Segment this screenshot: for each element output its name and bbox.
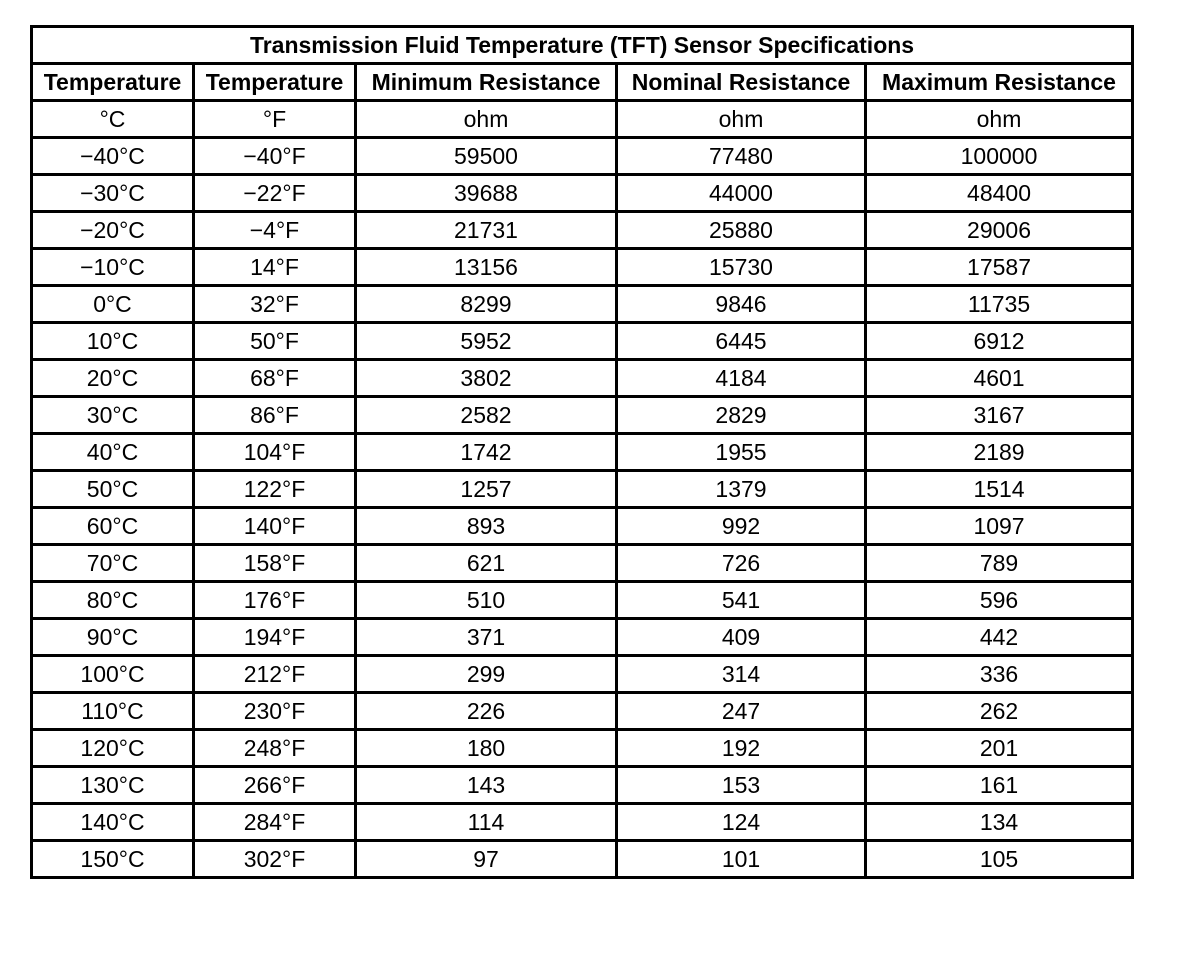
- temp-f-cell: 194°F: [194, 619, 356, 656]
- temp-c-cell: −20°C: [32, 212, 194, 249]
- temp-f-cell: −22°F: [194, 175, 356, 212]
- temp-f-cell: 86°F: [194, 397, 356, 434]
- units-row: [32, 101, 1133, 138]
- min-resistance-cell: 299: [356, 656, 617, 693]
- min-resistance-cell: 97: [356, 841, 617, 878]
- nominal-resistance-cell: 101: [617, 841, 866, 878]
- temp-f-cell: −4°F: [194, 212, 356, 249]
- temp-c-cell: 100°C: [32, 656, 194, 693]
- max-resistance-cell: 442: [866, 619, 1133, 656]
- min-resistance-cell: 114: [356, 804, 617, 841]
- max-resistance-cell: 2189: [866, 434, 1133, 471]
- unit-nominal-ohm: ohm: [617, 101, 866, 138]
- temp-f-cell: 176°F: [194, 582, 356, 619]
- nominal-resistance-cell: 314: [617, 656, 866, 693]
- nominal-resistance-cell: 409: [617, 619, 866, 656]
- min-resistance-cell: 1742: [356, 434, 617, 471]
- temp-c-cell: 20°C: [32, 360, 194, 397]
- unit-max-ohm: ohm: [866, 101, 1133, 138]
- temp-c-cell: −30°C: [32, 175, 194, 212]
- table-row: [32, 656, 1133, 693]
- max-resistance-cell: 1514: [866, 471, 1133, 508]
- temp-c-cell: 10°C: [32, 323, 194, 360]
- table-row: [32, 619, 1133, 656]
- max-resistance-cell: 48400: [866, 175, 1133, 212]
- temp-c-cell: 50°C: [32, 471, 194, 508]
- table-row: [32, 212, 1133, 249]
- max-resistance-cell: 11735: [866, 286, 1133, 323]
- temp-f-cell: 122°F: [194, 471, 356, 508]
- temp-c-cell: 130°C: [32, 767, 194, 804]
- header-temperature-c: Temperature: [32, 64, 194, 101]
- temp-c-cell: 150°C: [32, 841, 194, 878]
- header-row: [32, 64, 1133, 101]
- nominal-resistance-cell: 44000: [617, 175, 866, 212]
- nominal-resistance-cell: 992: [617, 508, 866, 545]
- max-resistance-cell: 789: [866, 545, 1133, 582]
- temp-c-cell: 40°C: [32, 434, 194, 471]
- table-row: [32, 545, 1133, 582]
- temp-c-cell: 80°C: [32, 582, 194, 619]
- nominal-resistance-cell: 726: [617, 545, 866, 582]
- nominal-resistance-cell: 15730: [617, 249, 866, 286]
- min-resistance-cell: 1257: [356, 471, 617, 508]
- table-row: [32, 360, 1133, 397]
- temp-c-cell: 120°C: [32, 730, 194, 767]
- nominal-resistance-cell: 4184: [617, 360, 866, 397]
- table-row: [32, 582, 1133, 619]
- min-resistance-cell: 5952: [356, 323, 617, 360]
- nominal-resistance-cell: 6445: [617, 323, 866, 360]
- temp-c-cell: 140°C: [32, 804, 194, 841]
- max-resistance-cell: 105: [866, 841, 1133, 878]
- temp-c-cell: 0°C: [32, 286, 194, 323]
- unit-celsius: °C: [32, 101, 194, 138]
- min-resistance-cell: 21731: [356, 212, 617, 249]
- temp-f-cell: 284°F: [194, 804, 356, 841]
- table-row: [32, 471, 1133, 508]
- temp-c-cell: 90°C: [32, 619, 194, 656]
- temp-f-cell: 248°F: [194, 730, 356, 767]
- temp-c-cell: −10°C: [32, 249, 194, 286]
- min-resistance-cell: 13156: [356, 249, 617, 286]
- temp-c-cell: 110°C: [32, 693, 194, 730]
- temp-f-cell: 50°F: [194, 323, 356, 360]
- temp-f-cell: −40°F: [194, 138, 356, 175]
- tft-spec-table: [30, 25, 1134, 879]
- table-row: [32, 508, 1133, 545]
- table-row: [32, 323, 1133, 360]
- temp-f-cell: 302°F: [194, 841, 356, 878]
- table-row: [32, 767, 1133, 804]
- table-row: [32, 249, 1133, 286]
- header-minimum-resistance: Minimum Resistance: [356, 64, 617, 101]
- nominal-resistance-cell: 9846: [617, 286, 866, 323]
- nominal-resistance-cell: 153: [617, 767, 866, 804]
- table-body: [32, 27, 1133, 878]
- temp-f-cell: 32°F: [194, 286, 356, 323]
- nominal-resistance-cell: 192: [617, 730, 866, 767]
- max-resistance-cell: 134: [866, 804, 1133, 841]
- max-resistance-cell: 29006: [866, 212, 1133, 249]
- temp-c-cell: −40°C: [32, 138, 194, 175]
- min-resistance-cell: 39688: [356, 175, 617, 212]
- min-resistance-cell: 143: [356, 767, 617, 804]
- max-resistance-cell: 336: [866, 656, 1133, 693]
- min-resistance-cell: 510: [356, 582, 617, 619]
- nominal-resistance-cell: 1379: [617, 471, 866, 508]
- max-resistance-cell: 1097: [866, 508, 1133, 545]
- temp-f-cell: 14°F: [194, 249, 356, 286]
- min-resistance-cell: 2582: [356, 397, 617, 434]
- temp-c-cell: 60°C: [32, 508, 194, 545]
- table-row: [32, 138, 1133, 175]
- max-resistance-cell: 4601: [866, 360, 1133, 397]
- max-resistance-cell: 201: [866, 730, 1133, 767]
- table-row: [32, 730, 1133, 767]
- unit-min-ohm: ohm: [356, 101, 617, 138]
- nominal-resistance-cell: 2829: [617, 397, 866, 434]
- temp-f-cell: 158°F: [194, 545, 356, 582]
- table-row: [32, 693, 1133, 730]
- nominal-resistance-cell: 1955: [617, 434, 866, 471]
- nominal-resistance-cell: 541: [617, 582, 866, 619]
- temp-f-cell: 212°F: [194, 656, 356, 693]
- table-row: [32, 175, 1133, 212]
- max-resistance-cell: 6912: [866, 323, 1133, 360]
- min-resistance-cell: 621: [356, 545, 617, 582]
- temp-c-cell: 70°C: [32, 545, 194, 582]
- max-resistance-cell: 17587: [866, 249, 1133, 286]
- title-row: [32, 27, 1133, 64]
- min-resistance-cell: 59500: [356, 138, 617, 175]
- temp-f-cell: 266°F: [194, 767, 356, 804]
- max-resistance-cell: 161: [866, 767, 1133, 804]
- min-resistance-cell: 8299: [356, 286, 617, 323]
- temp-f-cell: 140°F: [194, 508, 356, 545]
- header-temperature-f: Temperature: [194, 64, 356, 101]
- nominal-resistance-cell: 247: [617, 693, 866, 730]
- temp-c-cell: 30°C: [32, 397, 194, 434]
- min-resistance-cell: 180: [356, 730, 617, 767]
- header-nominal-resistance: Nominal Resistance: [617, 64, 866, 101]
- table-row: [32, 804, 1133, 841]
- nominal-resistance-cell: 77480: [617, 138, 866, 175]
- max-resistance-cell: 100000: [866, 138, 1133, 175]
- table-row: [32, 397, 1133, 434]
- min-resistance-cell: 371: [356, 619, 617, 656]
- temp-f-cell: 230°F: [194, 693, 356, 730]
- table-row: [32, 841, 1133, 878]
- max-resistance-cell: 3167: [866, 397, 1133, 434]
- temp-f-cell: 68°F: [194, 360, 356, 397]
- table-title: Transmission Fluid Temperature (TFT) Sensor Specifications: [32, 27, 1133, 64]
- nominal-resistance-cell: 124: [617, 804, 866, 841]
- min-resistance-cell: 893: [356, 508, 617, 545]
- nominal-resistance-cell: 25880: [617, 212, 866, 249]
- table-row: [32, 286, 1133, 323]
- table-row: [32, 434, 1133, 471]
- temp-f-cell: 104°F: [194, 434, 356, 471]
- unit-fahrenheit: °F: [194, 101, 356, 138]
- max-resistance-cell: 262: [866, 693, 1133, 730]
- header-maximum-resistance: Maximum Resistance: [866, 64, 1133, 101]
- min-resistance-cell: 3802: [356, 360, 617, 397]
- max-resistance-cell: 596: [866, 582, 1133, 619]
- min-resistance-cell: 226: [356, 693, 617, 730]
